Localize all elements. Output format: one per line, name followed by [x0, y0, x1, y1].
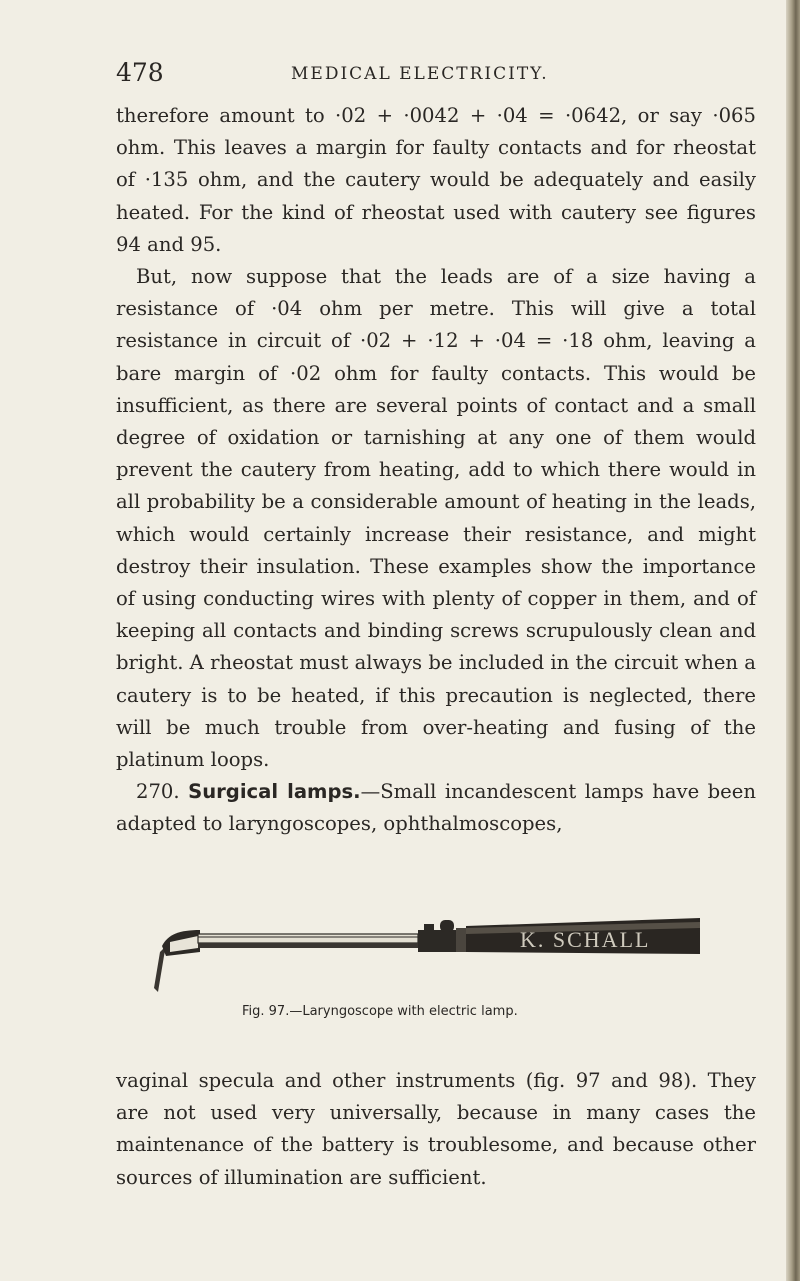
body-text-top [116, 100, 756, 841]
figure-caption: Fig. 97.—Laryngoscope with electric lamp. [242, 1004, 518, 1019]
paragraph-continued: therefore amount to ·02 + ·0042 + ·04 = ·0642, or say ·065 ohm. This leaves a margin for faulty contacts and for rheostat of ·135 ohm, and the cautery would be adequately and easily heated. For the kind of rheostat used with cautery see figures 94 and 95. [116, 104, 756, 256]
page-header [116, 58, 756, 90]
section-text: —Small incandescent lamps have been adapted to laryngoscopes, ophthalmoscopes, [116, 780, 756, 836]
paragraph-surgical-lamps [116, 776, 756, 840]
page-edge-shadow [786, 0, 800, 1281]
paragraph-after-figure: vaginal specula and other instruments (fig. 97 and 98). They are not used very universally, because in many cases the maintenance of the battery is troublesome, and because other sources of illumination are sufficient. [116, 1069, 756, 1189]
section-number: 270. [136, 780, 180, 804]
figure-laryngoscope [140, 912, 740, 1052]
paragraph-leads-resistance: But, now suppose that the leads are of a size having a resistance of ·04 ohm per metre. This will give a total resistance in circuit of ·02 + ·12 + ·04 = ·18 ohm, leaving a bare margin of ·02 ohm for faulty contacts. This would be insufficient, as there are several points of contact and a small degree of oxidation or tarnishing at any one of them would prevent the cautery from heating, add to which there would in all probability be a considerable amount of heating in the leads, which would certainly increase their resistance, and might destroy their insulation. These examples show the importance of using conducting wires with plenty of copper in them, and of keeping all contacts and binding screws scrupulously clean and bright. A rheostat must always be included in the circuit when a cautery is to be heated, if this precaution is neglected, there will be much trouble from over-heating and fusing of the platinum loops. [116, 265, 756, 772]
engraved-maker-name: K. SCHALL [520, 927, 651, 952]
section-title: Surgical lamps. [188, 780, 361, 804]
body-text-bottom [116, 1065, 756, 1194]
page-number: 478 [116, 58, 164, 87]
running-head: MEDICAL ELECTRICITY. [291, 64, 549, 84]
laryngoscope-illustration [140, 912, 740, 1002]
